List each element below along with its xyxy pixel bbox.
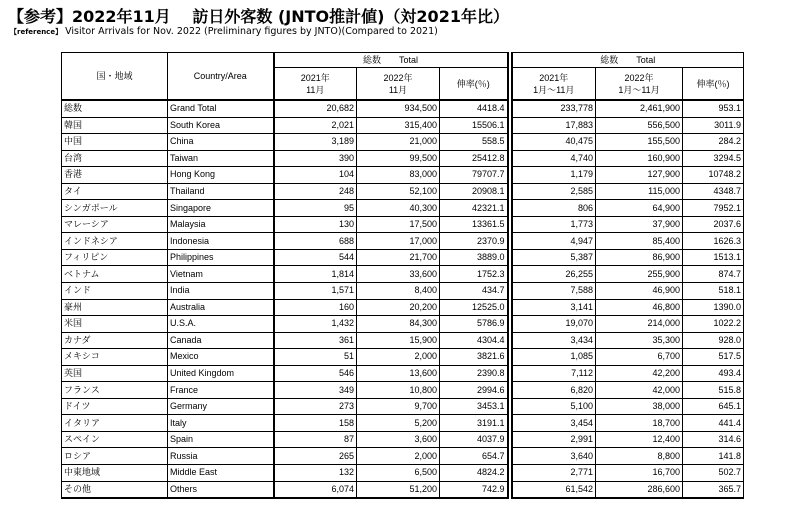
ytd-2021-cell: 26,255 [512,266,596,283]
table-row [62,481,744,498]
month-2022-cell: 17,000 [357,233,440,250]
country-cell: France [168,382,274,399]
month-2021-cell: 132 [274,465,357,482]
ytd-2022-header [596,68,683,101]
month-2021-cell: 3,189 [274,134,357,151]
month-2021-cell: 1,814 [274,266,357,283]
growth-ytd-cell: 314.6 [683,431,744,448]
country-cell: Hong Kong [168,167,274,184]
month-2021-cell: 349 [274,382,357,399]
country-cell: Australia [168,299,274,316]
country-cell: Middle East [168,465,274,482]
month-2021-period: 11月 [306,84,325,95]
growth-month-cell: 25412.8 [440,150,508,167]
country-cell: China [168,134,274,151]
growth-ytd-header: 伸率(％) [683,68,744,101]
growth-month-cell: 15506.1 [440,117,508,134]
growth-ytd-cell: 515.8 [683,382,744,399]
country-cell: U.S.A. [168,316,274,333]
region-cell: ベトナム [62,266,168,283]
month-2021-cell: 95 [274,200,357,217]
region-cell: 総数 [62,100,168,117]
ytd-2022-cell: 115,000 [596,183,683,200]
region-cell: 台湾 [62,150,168,167]
growth-ytd-cell: 502.7 [683,465,744,482]
month-2021-cell: 688 [274,233,357,250]
growth-ytd-cell: 928.0 [683,332,744,349]
growth-ytd-cell: 1390.0 [683,299,744,316]
growth-month-cell: 12525.0 [440,299,508,316]
country-cell: Italy [168,415,274,432]
region-cell: その他 [62,481,168,498]
month-2021-cell: 544 [274,249,357,266]
growth-ytd-cell: 284.2 [683,134,744,151]
region-cell: タイ [62,183,168,200]
region-cell: 中東地域 [62,465,168,482]
month-2022-cell: 99,500 [357,150,440,167]
growth-ytd-cell: 3011.9 [683,117,744,134]
ytd-2022-cell: 46,800 [596,299,683,316]
growth-ytd-cell: 493.4 [683,365,744,382]
region-cell: インドネシア [62,233,168,250]
month-2021-cell: 6,074 [274,481,357,498]
growth-month-cell: 434.7 [440,283,508,300]
ytd-2021-cell: 3,141 [512,299,596,316]
growth-month-cell: 42321.1 [440,200,508,217]
growth-month-cell: 654.7 [440,448,508,465]
growth-ytd-cell: 874.7 [683,266,744,283]
ytd-2021-cell: 3,434 [512,332,596,349]
month-2021-cell: 160 [274,299,357,316]
growth-ytd-cell: 365.7 [683,481,744,498]
growth-ytd-cell: 7952.1 [683,200,744,217]
ytd-2022-cell: 286,600 [596,481,683,498]
growth-month-cell: 79707.7 [440,167,508,184]
month-2021-header [274,68,357,101]
ytd-2021-period: 1月～11月 [533,84,575,95]
region-cell: フランス [62,382,168,399]
table-row [62,299,744,316]
country-cell: United Kingdom [168,365,274,382]
ytd-2022-cell: 160,900 [596,150,683,167]
ytd-2022-cell: 42,200 [596,365,683,382]
growth-month-cell: 13361.5 [440,216,508,233]
ytd-2021-cell: 2,991 [512,431,596,448]
region-cell: フィリピン [62,249,168,266]
ytd-2022-cell: 46,900 [596,283,683,300]
table-row [62,448,744,465]
ytd-2022-cell: 214,000 [596,316,683,333]
growth-month-cell: 4824.2 [440,465,508,482]
region-cell: ロシア [62,448,168,465]
table-row [62,200,744,217]
growth-month-cell: 5786.9 [440,316,508,333]
table-row [62,183,744,200]
country-cell: Taiwan [168,150,274,167]
growth-ytd-cell: 953.1 [683,100,744,117]
month-2022-cell: 84,300 [357,316,440,333]
reference-tag: 【reference】 [10,28,63,36]
ytd-2022-period: 1月～11月 [618,84,660,95]
month-2022-cell: 83,000 [357,167,440,184]
country-cell: Malaysia [168,216,274,233]
ytd-2022-cell: 16,700 [596,465,683,482]
month-2021-cell: 1,432 [274,316,357,333]
country-cell: Germany [168,398,274,415]
table-row [62,398,744,415]
growth-month-cell: 558.5 [440,134,508,151]
ytd-2022-cell: 42,000 [596,382,683,399]
month-2021-cell: 130 [274,216,357,233]
growth-month-cell: 2994.6 [440,382,508,399]
growth-ytd-cell: 2037.6 [683,216,744,233]
ytd-2022-cell: 85,400 [596,233,683,250]
month-2022-header [357,68,440,101]
month-2021-cell: 104 [274,167,357,184]
region-cell: メキシコ [62,349,168,366]
country-cell: Singapore [168,200,274,217]
country-cell: Spain [168,431,274,448]
month-2022-cell: 5,200 [357,415,440,432]
month-2022-cell: 33,600 [357,266,440,283]
country-cell: Grand Total [168,100,274,117]
region-cell: ドイツ [62,398,168,415]
region-cell: インド [62,283,168,300]
ytd-2022-cell: 64,900 [596,200,683,217]
country-cell: Philippines [168,249,274,266]
ytd-2022-cell: 37,900 [596,216,683,233]
growth-ytd-cell: 645.1 [683,398,744,415]
month-2022-cell: 13,600 [357,365,440,382]
month-2022-cell: 315,400 [357,117,440,134]
growth-ytd-cell: 3294.5 [683,150,744,167]
month-2021-cell: 361 [274,332,357,349]
ytd-2021-cell: 7,112 [512,365,596,382]
month-2022-cell: 21,000 [357,134,440,151]
country-cell: Russia [168,448,274,465]
table-header [62,53,744,101]
total-month-header: 総数 Total [274,53,508,68]
month-2022-cell: 20,200 [357,299,440,316]
ytd-2021-cell: 17,883 [512,117,596,134]
month-2021-cell: 51 [274,349,357,366]
month-2022-cell: 8,400 [357,283,440,300]
ytd-2021-cell: 5,100 [512,398,596,415]
table-row [62,349,744,366]
ytd-2022-cell: 556,500 [596,117,683,134]
month-2021-cell: 20,682 [274,100,357,117]
growth-ytd-cell: 1022.2 [683,316,744,333]
ytd-2021-cell: 806 [512,200,596,217]
growth-month-cell: 742.9 [440,481,508,498]
ytd-2022-cell: 2,461,900 [596,100,683,117]
visitor-arrivals-table [61,52,744,499]
grand-total-row [62,100,744,117]
growth-ytd-cell: 10748.2 [683,167,744,184]
growth-ytd-cell: 4348.7 [683,183,744,200]
month-2022-cell: 17,500 [357,216,440,233]
region-cell: 香港 [62,167,168,184]
country-cell: Mexico [168,349,274,366]
table-row [62,134,744,151]
ytd-2021-cell: 2,771 [512,465,596,482]
country-cell: Thailand [168,183,274,200]
table-row [62,167,744,184]
region-cell: 豪州 [62,299,168,316]
page-title: 【参考】2022年11月 訪日外客数 (JNTO推計値)（対2021年比） [8,7,509,26]
month-2021-year: 2021年 [300,72,330,83]
month-2021-cell: 390 [274,150,357,167]
growth-month-header: 伸率(％) [440,68,508,101]
country-cell: South Korea [168,117,274,134]
ytd-2021-cell: 3,454 [512,415,596,432]
ytd-2021-year: 2021年 [539,72,569,83]
ytd-2022-cell: 86,900 [596,249,683,266]
ytd-2021-cell: 233,778 [512,100,596,117]
region-cell: 米国 [62,316,168,333]
growth-month-cell: 3191.1 [440,415,508,432]
table-row [62,415,744,432]
ytd-2022-cell: 6,700 [596,349,683,366]
ytd-2021-cell: 61,542 [512,481,596,498]
table-row [62,332,744,349]
ytd-2022-cell: 18,700 [596,415,683,432]
month-2022-cell: 10,800 [357,382,440,399]
table-row [62,431,744,448]
table-row [62,249,744,266]
subtitle-text: Visitor Arrivals for Nov. 2022 (Preliminary figures by JNTO)(Compared to 2021) [65,26,438,37]
table-row [62,216,744,233]
table-row [62,382,744,399]
ytd-2022-year: 2022年 [624,72,654,83]
country-cell: Canada [168,332,274,349]
month-2022-cell: 52,100 [357,183,440,200]
month-2022-cell: 9,700 [357,398,440,415]
table-row [62,117,744,134]
month-2021-cell: 546 [274,365,357,382]
growth-month-cell: 3821.6 [440,349,508,366]
ytd-2022-cell: 35,300 [596,332,683,349]
region-cell: 中国 [62,134,168,151]
ytd-2022-cell: 255,900 [596,266,683,283]
month-2021-cell: 87 [274,431,357,448]
growth-month-cell: 3889.0 [440,249,508,266]
ytd-2021-cell: 1,179 [512,167,596,184]
month-2022-cell: 2,000 [357,349,440,366]
ytd-2022-cell: 155,500 [596,134,683,151]
month-2021-cell: 273 [274,398,357,415]
ytd-2021-cell: 19,070 [512,316,596,333]
month-2021-cell: 158 [274,415,357,432]
ytd-2022-cell: 8,800 [596,448,683,465]
region-cell: イタリア [62,415,168,432]
ytd-2021-cell: 4,740 [512,150,596,167]
ytd-2022-cell: 38,000 [596,398,683,415]
growth-month-cell: 1752.3 [440,266,508,283]
month-2022-cell: 15,900 [357,332,440,349]
month-2022-cell: 51,200 [357,481,440,498]
growth-month-cell: 2370.9 [440,233,508,250]
growth-month-cell: 4418.4 [440,100,508,117]
ytd-2021-cell: 4,947 [512,233,596,250]
table-row [62,150,744,167]
ytd-2021-cell: 2,585 [512,183,596,200]
total-ytd-header: 総数 Total [512,53,744,68]
country-cell: Others [168,481,274,498]
ytd-2022-cell: 127,900 [596,167,683,184]
table-row [62,316,744,333]
growth-month-cell: 20908.1 [440,183,508,200]
growth-month-cell: 4037.9 [440,431,508,448]
region-cell: カナダ [62,332,168,349]
country-cell: India [168,283,274,300]
region-header: 国・地域 [62,53,168,101]
ytd-2021-cell: 7,588 [512,283,596,300]
region-cell: 韓国 [62,117,168,134]
month-2021-cell: 1,571 [274,283,357,300]
growth-month-cell: 2390.8 [440,365,508,382]
region-cell: マレーシア [62,216,168,233]
month-2021-cell: 2,021 [274,117,357,134]
ytd-2021-cell: 1,773 [512,216,596,233]
month-2022-year: 2022年 [383,72,413,83]
growth-month-cell: 4304.4 [440,332,508,349]
month-2022-cell: 21,700 [357,249,440,266]
growth-ytd-cell: 518.1 [683,283,744,300]
month-2022-cell: 2,000 [357,448,440,465]
ytd-2021-cell: 3,640 [512,448,596,465]
country-cell: Vietnam [168,266,274,283]
region-cell: 英国 [62,365,168,382]
ytd-2021-cell: 6,820 [512,382,596,399]
growth-ytd-cell: 141.8 [683,448,744,465]
month-2022-cell: 3,600 [357,431,440,448]
table-row [62,283,744,300]
table-row [62,365,744,382]
ytd-2021-header [512,68,596,101]
table-body [62,100,744,498]
month-2022-period: 11月 [388,84,408,95]
growth-month-cell: 3453.1 [440,398,508,415]
growth-ytd-cell: 1513.1 [683,249,744,266]
month-2022-cell: 934,500 [357,100,440,117]
page-subtitle [10,26,438,37]
month-2022-cell: 40,300 [357,200,440,217]
table-row [62,266,744,283]
ytd-2021-cell: 5,387 [512,249,596,266]
ytd-2021-cell: 40,475 [512,134,596,151]
ytd-2022-cell: 12,400 [596,431,683,448]
month-2022-cell: 6,500 [357,465,440,482]
table-row [62,233,744,250]
country-cell: Indonesia [168,233,274,250]
month-2021-cell: 265 [274,448,357,465]
growth-ytd-cell: 517.5 [683,349,744,366]
table-row [62,465,744,482]
country-header: Country/Area [168,53,274,101]
region-cell: スペイン [62,431,168,448]
region-cell: シンガポール [62,200,168,217]
ytd-2021-cell: 1,085 [512,349,596,366]
growth-ytd-cell: 1626.3 [683,233,744,250]
month-2021-cell: 248 [274,183,357,200]
growth-ytd-cell: 441.4 [683,415,744,432]
